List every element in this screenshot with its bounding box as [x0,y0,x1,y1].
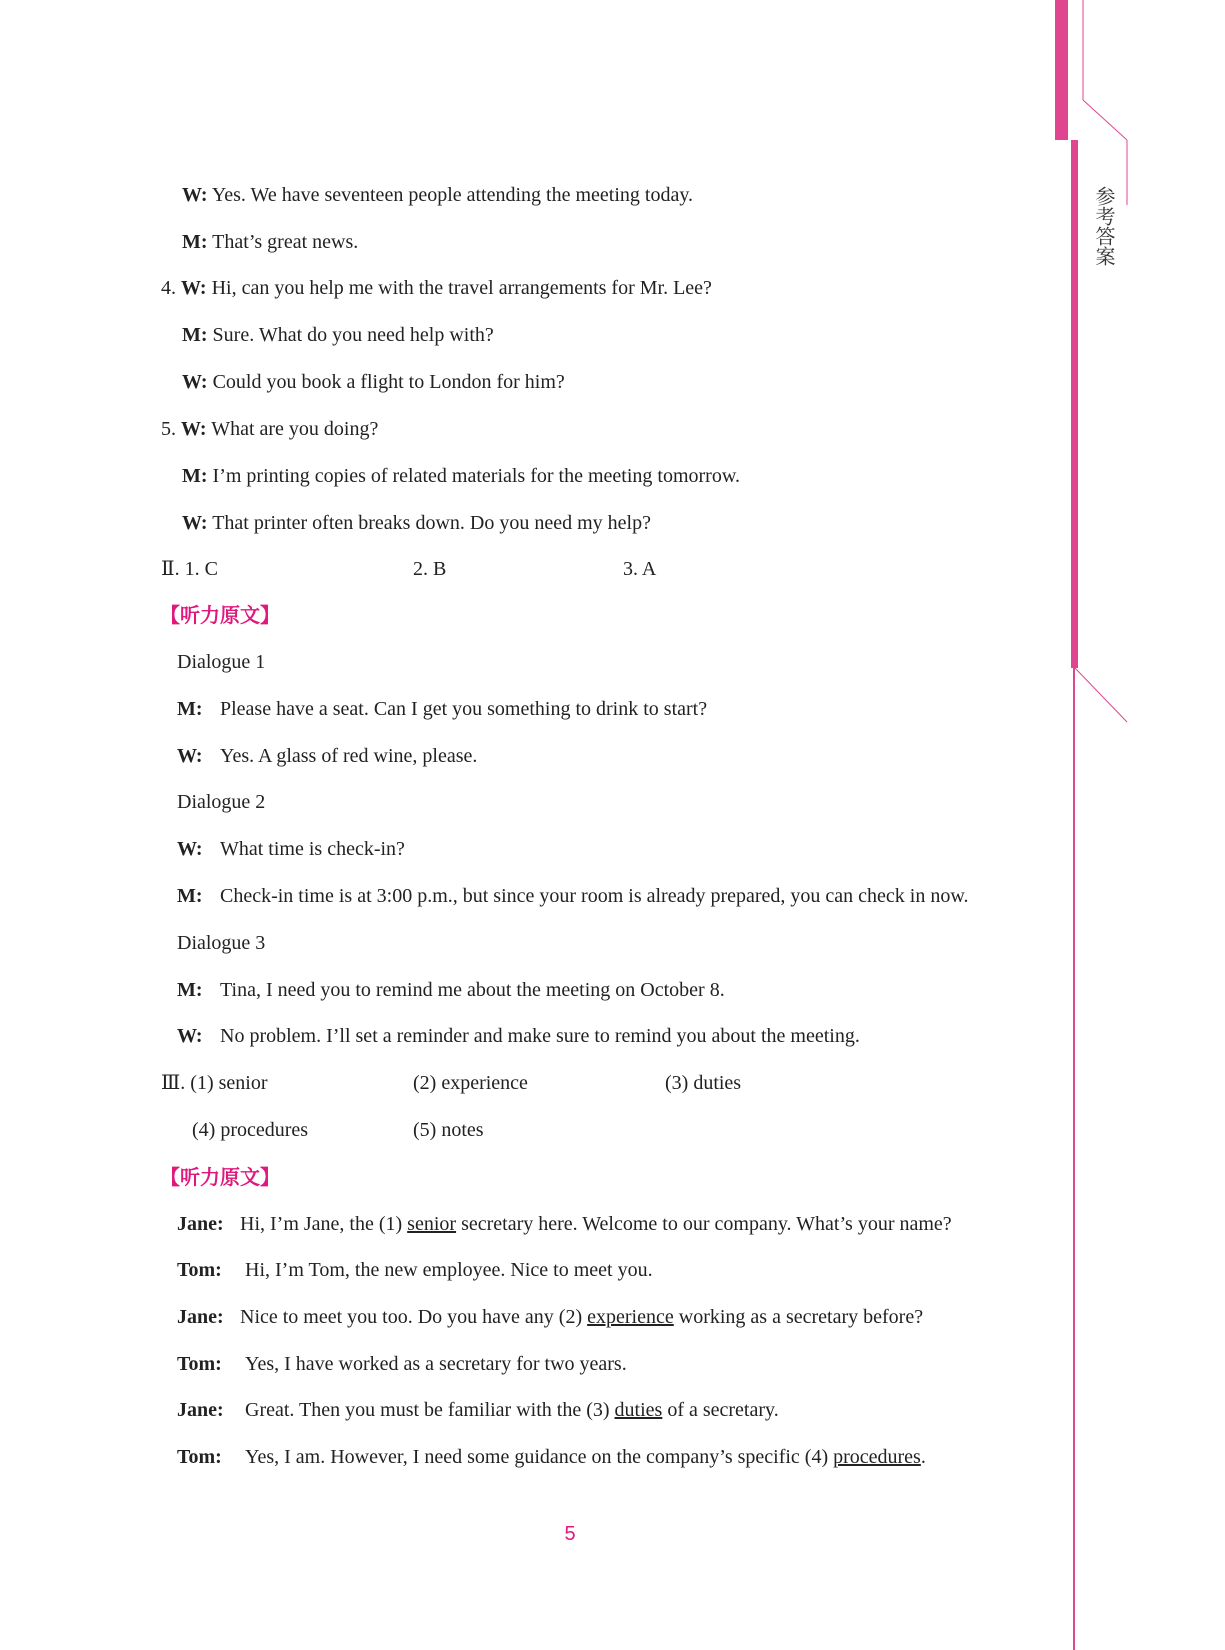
dialogue-line: 4. W: Hi, can you help me with the travel arrangements for Mr. Lee? [161,277,712,299]
page-number: 5 [564,1523,576,1545]
dialogue-title: Dialogue 1 [177,651,266,673]
dialogue-line: W: No problem. I’ll set a reminder and make sure to remind you about the meeting. [177,1025,860,1047]
answer-blank: duties [614,1399,663,1421]
dialogue-line: Jane: Hi, I’m Jane, the (1) senior secretary here. Welcome to our company. What’s your name? [177,1213,952,1235]
answer-blank: procedures [833,1446,921,1468]
dialogue-line: M: I’m printing copies of related materials for the meeting tomorrow. [182,465,740,487]
dialogue-line: M: Tina, I need you to remind me about the meeting on October 8. [177,979,725,1001]
answer-item: (5) notes [413,1119,484,1141]
dialogue-line: Tom: Hi, I’m Tom, the new employee. Nice to meet you. [177,1259,653,1281]
dialogue-line: W: Yes. We have seventeen people attending the meeting today. [182,184,694,206]
section-side-label: 参考答案 [1092,186,1116,266]
answer-item: Ⅲ. (1) senior [161,1072,268,1094]
answer-blank: experience [587,1306,674,1328]
dialogue-title: Dialogue 2 [177,791,266,813]
dialogue-line: W: Could you book a flight to London for him? [182,371,565,393]
dialogue-line: M: That’s great news. [182,231,359,253]
answer-item: (2) experience [413,1072,528,1094]
dialogue-line: Tom: Yes, I am. However, I need some guidance on the company’s specific (4) procedures. [177,1446,926,1468]
answer-item: 2. B [413,558,447,580]
dialogue-line: W: That printer often breaks down. Do you need my help? [182,512,651,534]
answer-item: 3. A [623,558,657,580]
dialogue-line: 5. W: What are you doing? [161,418,379,440]
dialogue-line: M: Sure. What do you need help with? [182,324,494,346]
answer-item: (4) procedures [192,1119,309,1141]
dialogue-line: W: Yes. A glass of red wine, please. [177,745,478,767]
dialogue-title: Dialogue 3 [177,932,266,954]
dialogue-line: Jane: Great. Then you must be familiar with the (3) duties of a secretary. [177,1399,779,1421]
listening-script-heading: 【听力原文】 [160,603,280,627]
listening-script-heading: 【听力原文】 [160,1165,280,1189]
dialogue-line: W: What time is check-in? [177,838,405,860]
answer-item: (3) duties [665,1072,742,1094]
dialogue-line: M: Check-in time is at 3:00 p.m., but since your room is already prepared, you can check in now. [177,885,969,907]
answer-item: Ⅱ. 1. C [161,558,218,580]
dialogue-line: Tom: Yes, I have worked as a secretary for two years. [177,1353,627,1375]
dialogue-line: Jane: Nice to meet you too. Do you have any (2) experience working as a secretary before? [177,1306,924,1328]
dialogue-line: M: Please have a seat. Can I get you something to drink to start? [177,698,708,720]
answer-blank: senior [407,1213,457,1235]
